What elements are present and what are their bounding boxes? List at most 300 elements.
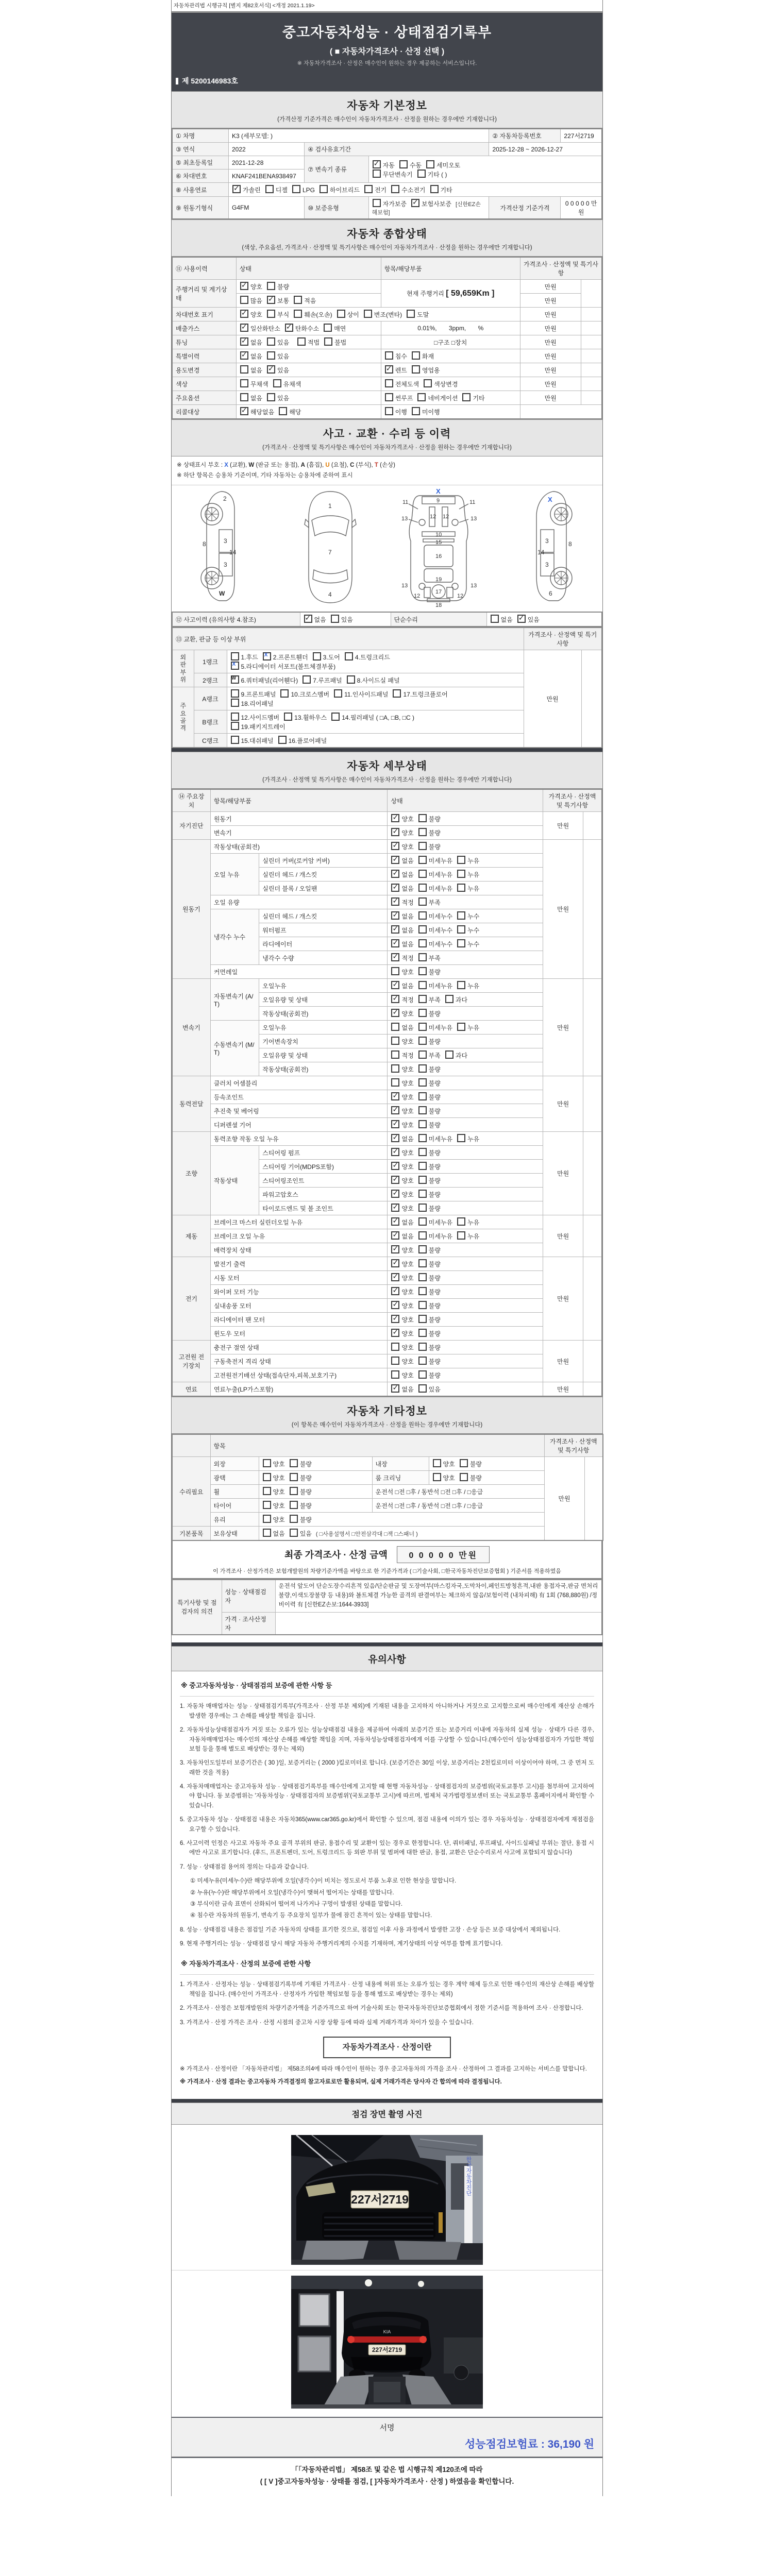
table-row [172, 1457, 603, 1471]
checkbox[interactable] [418, 1357, 427, 1365]
checkbox[interactable] [391, 1343, 399, 1351]
checkbox[interactable] [267, 351, 275, 360]
checkbox[interactable] [433, 1473, 441, 1481]
checkbox[interactable] [418, 981, 427, 989]
accident-history-table [172, 612, 602, 627]
checkbox-label: 양호 [401, 1330, 414, 1338]
checkbox-group-cell [388, 951, 543, 965]
checkbox-label: 불량 [428, 1108, 441, 1115]
checkbox[interactable] [345, 652, 353, 660]
cell-text: 작동상태(공회전) [262, 1010, 309, 1018]
checkbox[interactable] [393, 689, 401, 698]
checkbox[interactable] [263, 1529, 271, 1537]
checkbox[interactable] [418, 1217, 427, 1226]
checkbox[interactable] [391, 1037, 399, 1045]
checkbox-label: 양호 [401, 1122, 414, 1129]
checkbox-group-cell [236, 335, 381, 349]
checkbox[interactable] [290, 1501, 298, 1509]
checkbox-label: 양호 [401, 1038, 414, 1046]
checkbox[interactable] [240, 365, 248, 374]
checkbox[interactable] [391, 856, 399, 864]
checkbox[interactable] [457, 1023, 465, 1031]
cell-text: 가격조사 · 산정액 및 특기사항 [528, 631, 597, 648]
notice-sub-item: ④ 침수란 자동차의 원동기, 변속기 등 주요장치 일부가 물에 잠긴 흔적이 있는 상태를 말합니다. [190, 1912, 432, 1919]
checkbox-label: 세미오토 [436, 161, 461, 169]
checkbox[interactable] [303, 675, 311, 684]
cell-text: 용도변경 [176, 366, 200, 374]
checkbox-label: 양호 [401, 969, 414, 976]
legend-code: C [350, 462, 355, 468]
svg-text:3: 3 [545, 537, 549, 545]
checkbox[interactable] [273, 379, 281, 387]
checkbox-label: 5.라디에이터 서포트(볼트체결부품) [241, 663, 336, 671]
checkbox[interactable] [417, 393, 426, 401]
checkbox[interactable] [426, 160, 434, 168]
checkbox[interactable] [334, 689, 342, 698]
checkbox[interactable] [418, 1343, 427, 1351]
table-row [172, 1513, 603, 1527]
confirmation-footer [172, 2457, 602, 2496]
value-cell [381, 321, 520, 335]
checkbox[interactable] [462, 393, 470, 401]
checkbox[interactable] [391, 953, 399, 961]
checkbox[interactable] [347, 675, 355, 684]
checkbox[interactable] [231, 689, 239, 698]
top-view [305, 492, 356, 603]
checkbox[interactable] [418, 856, 427, 864]
checkbox-label: 있음 [341, 616, 353, 624]
checkbox[interactable] [240, 296, 248, 304]
value-cell [210, 1457, 259, 1471]
svg-text:16: 16 [435, 553, 442, 560]
checkbox[interactable] [418, 1273, 427, 1281]
checkbox[interactable] [391, 1259, 399, 1267]
checkbox[interactable] [457, 1231, 465, 1240]
checkbox[interactable] [364, 310, 372, 318]
checkbox[interactable] [391, 1162, 399, 1170]
checkbox[interactable] [418, 897, 427, 906]
value-cell [210, 1327, 388, 1341]
checkbox[interactable] [391, 814, 399, 822]
checkbox[interactable] [418, 1301, 427, 1309]
checkbox[interactable] [391, 967, 399, 975]
checkbox[interactable] [418, 1092, 427, 1100]
checkbox[interactable] [491, 615, 499, 623]
checkbox[interactable] [391, 1245, 399, 1253]
checkbox[interactable] [391, 1370, 399, 1379]
checkbox[interactable] [292, 185, 300, 193]
checkbox[interactable] [517, 615, 526, 623]
checkbox[interactable] [391, 185, 399, 193]
checkbox[interactable] [391, 1357, 399, 1365]
cell-text: 만원 [544, 380, 557, 388]
checkbox[interactable] [418, 1148, 427, 1156]
checkbox[interactable] [418, 1329, 427, 1337]
inspector-opinion-table [172, 1579, 602, 1635]
checkbox[interactable] [240, 310, 248, 318]
checkbox[interactable] [418, 1064, 427, 1073]
notice-item: 8. 성능 · 상태점검 내용은 점검일 기준 자동차의 상태를 표기한 것으로, 점검일 이후 사용 과정에서 발생한 고장 · 손상 등은 보증 대상에서 제외됩니다. [180, 1926, 561, 1933]
checkbox-label: 자동 [382, 161, 395, 169]
checkbox[interactable] [337, 310, 345, 318]
checkbox[interactable] [391, 939, 399, 947]
checkbox[interactable] [391, 1329, 399, 1337]
checkbox-label: 누수 [467, 941, 480, 948]
checkbox[interactable] [385, 365, 393, 374]
value-cell [210, 840, 388, 854]
checkbox[interactable] [265, 185, 274, 193]
checkbox[interactable] [263, 1515, 271, 1523]
checkbox[interactable] [391, 1287, 399, 1295]
checkbox[interactable] [331, 713, 340, 721]
checkbox[interactable] [391, 1176, 399, 1184]
checkbox[interactable] [240, 282, 248, 290]
checkbox[interactable] [385, 393, 393, 401]
cell-text: 충전구 절연 상태 [213, 1344, 259, 1351]
value-cell [543, 1215, 583, 1257]
checkbox[interactable] [391, 842, 399, 850]
cell-text: 제동 [185, 1232, 198, 1240]
checkbox[interactable] [407, 310, 415, 318]
cell-text: 오일 유량 [213, 899, 240, 906]
cell-text: 가격조사 · 산정액 및 특기사항 [523, 261, 598, 277]
checkbox[interactable] [391, 897, 399, 906]
cell-text: ⑬ 교환, 판금 등 이상 부위 [176, 635, 246, 643]
cell-text: 0 0 0 0 0 만원 [565, 200, 597, 216]
checkbox[interactable] [418, 1134, 427, 1142]
checkbox-label: 13.휠하우스 [294, 714, 327, 722]
checkbox[interactable] [263, 1459, 271, 1467]
checkbox-group-cell [259, 1457, 372, 1471]
checkbox-label: 적음 [304, 297, 316, 304]
checkbox[interactable] [391, 981, 399, 989]
label-cell [172, 1527, 210, 1541]
checkbox-label: 양호 [273, 1502, 285, 1510]
checkbox-group-cell [388, 993, 543, 1007]
checkbox[interactable] [391, 1148, 399, 1156]
checkbox[interactable] [418, 814, 427, 822]
checkbox-label: 네비게이션 [428, 395, 458, 402]
table-row [172, 1527, 603, 1541]
checkbox[interactable] [391, 1064, 399, 1073]
table-row [172, 143, 602, 156]
table-row [172, 1132, 602, 1146]
checkbox[interactable] [391, 1092, 399, 1100]
cell-text: 추진축 및 베어링 [213, 1107, 259, 1115]
checkbox[interactable] [331, 615, 339, 623]
checkbox[interactable] [412, 351, 420, 360]
car-damage-diagram [172, 485, 602, 612]
checkbox[interactable] [391, 1106, 399, 1114]
checkbox[interactable] [418, 911, 427, 920]
checkbox[interactable] [457, 911, 465, 920]
value-cell [210, 1527, 259, 1541]
checkbox-label: 불량 [428, 816, 441, 823]
checkbox-label: 없음 [273, 1530, 285, 1538]
checkbox[interactable] [391, 1009, 399, 1017]
checkbox[interactable] [418, 1259, 427, 1267]
checkbox[interactable] [240, 324, 248, 332]
checkbox[interactable] [418, 1176, 427, 1184]
checkbox-label: 불량 [428, 1010, 441, 1018]
checkbox[interactable] [457, 981, 465, 989]
cell-text: 수동변속기 (M/T) [213, 1041, 255, 1057]
checkbox[interactable] [391, 995, 399, 1003]
checkbox[interactable] [418, 1162, 427, 1170]
value-cell [210, 965, 388, 979]
checkbox[interactable] [391, 925, 399, 934]
checkbox[interactable] [263, 1473, 271, 1481]
value-cell [210, 1118, 388, 1132]
checkbox[interactable] [418, 1315, 427, 1323]
checkbox[interactable] [279, 407, 287, 415]
checkbox[interactable] [418, 1106, 427, 1114]
checkbox[interactable] [460, 1459, 468, 1467]
checkbox-label: 양호 [401, 1372, 414, 1380]
checkbox-group-cell [236, 405, 381, 419]
checkbox[interactable] [231, 722, 239, 730]
underbody-view [401, 488, 477, 608]
checkbox-label: 불량 [428, 1038, 441, 1046]
checkbox[interactable] [411, 199, 419, 207]
checkbox[interactable] [284, 713, 292, 721]
checkbox[interactable] [418, 1009, 427, 1017]
checkbox[interactable] [418, 1370, 427, 1379]
checkbox[interactable] [231, 675, 239, 684]
checkbox[interactable] [418, 995, 427, 1003]
checkbox[interactable] [430, 185, 439, 193]
checkbox[interactable] [391, 911, 399, 920]
checkbox-label: 자가보증 [382, 200, 407, 208]
value-cell [229, 129, 489, 143]
checkbox[interactable] [313, 652, 321, 660]
checkbox[interactable] [418, 1078, 427, 1087]
checkbox[interactable] [418, 1023, 427, 1031]
checkbox[interactable] [418, 1204, 427, 1212]
checkbox[interactable] [391, 1023, 399, 1031]
checkbox[interactable] [391, 1078, 399, 1087]
final-price-label: 최종 가격조사 · 산정 금액 [284, 1550, 388, 1561]
checkbox-group-cell [236, 308, 520, 321]
checkbox[interactable] [231, 652, 239, 660]
checkbox[interactable] [294, 296, 302, 304]
checkbox[interactable] [391, 1217, 399, 1226]
checkbox[interactable] [297, 337, 306, 346]
checkbox[interactable] [391, 1315, 399, 1323]
checkbox[interactable] [267, 365, 275, 374]
cell-text: 변속기 [182, 1024, 200, 1031]
checkbox-label: 미세누유 [428, 1219, 453, 1227]
checkbox[interactable] [364, 185, 373, 193]
checkbox[interactable] [418, 967, 427, 975]
checkbox[interactable] [457, 1217, 465, 1226]
checkbox[interactable] [280, 689, 289, 698]
checkbox[interactable] [232, 185, 241, 193]
checkbox[interactable] [418, 1190, 427, 1198]
checkbox[interactable] [457, 870, 465, 878]
checkbox[interactable] [460, 1473, 468, 1481]
checkbox[interactable] [391, 870, 399, 878]
checkbox[interactable] [418, 939, 427, 947]
checkbox[interactable] [418, 1037, 427, 1045]
checkbox[interactable] [457, 1134, 465, 1142]
checkbox[interactable] [418, 870, 427, 878]
checkbox[interactable] [290, 1487, 298, 1495]
checkbox[interactable] [240, 351, 248, 360]
value-cell [520, 405, 602, 419]
checkbox[interactable] [240, 337, 248, 346]
checkbox[interactable] [290, 1529, 298, 1537]
checkbox-label: 불량 [428, 1261, 441, 1268]
checkbox[interactable] [417, 170, 426, 178]
checkbox[interactable] [267, 310, 275, 318]
cell-text: 운전석 앞도어 단순도장수리흔적 있음/단순판금 및 도장여부(마스킹자국,도막차이,페인트방청흔적,내판 용접자국,판금 면처리불량,이색도장불량 등 내용)와 볼트체결 가능한 골격의 판결여부는 체크하지 않음/보험이력 (내차피해) 有 1회 (768,880원) /정비이력 有 [신한EZ손보:1644-3933] [278, 1583, 598, 1608]
checkbox-group-cell [388, 1035, 543, 1048]
checkbox-label: 적정 [401, 955, 414, 962]
checkbox[interactable] [412, 365, 420, 374]
checkbox-label: 18.리어패널 [241, 700, 274, 708]
checkbox[interactable] [457, 925, 465, 934]
checkbox[interactable] [267, 282, 275, 290]
checkbox[interactable] [267, 337, 275, 346]
svg-text:8: 8 [568, 540, 572, 548]
checkbox[interactable] [267, 296, 275, 304]
checkbox[interactable] [418, 925, 427, 934]
checkbox[interactable] [231, 662, 239, 670]
checkbox[interactable] [385, 379, 393, 387]
label-cell [172, 377, 236, 391]
checkbox[interactable] [263, 1487, 271, 1495]
checkbox[interactable] [263, 652, 271, 660]
checkbox[interactable] [290, 1473, 298, 1481]
cell-text: 클러치 어셈블리 [213, 1079, 258, 1087]
cell-text: 룸 크리닝 [375, 1474, 401, 1482]
checkbox[interactable] [457, 884, 465, 892]
checkbox[interactable] [457, 939, 465, 947]
cell-text: 차대번호 표기 [176, 311, 213, 318]
checkbox[interactable] [418, 842, 427, 850]
checkbox[interactable] [418, 953, 427, 961]
checkbox[interactable] [294, 310, 302, 318]
value-cell [489, 143, 602, 156]
checkbox[interactable] [231, 699, 239, 707]
cell-text: 광택 [213, 1474, 226, 1482]
checkbox[interactable] [424, 379, 432, 387]
checkbox[interactable] [418, 1245, 427, 1253]
value-cell [210, 1434, 544, 1457]
table-row [172, 965, 602, 979]
checkbox-label: 6.쿼터패널(리어휀다) [241, 677, 298, 685]
checkbox-label: 불량 [428, 1149, 441, 1157]
checkbox[interactable] [418, 1231, 427, 1240]
checkbox-label: 19.패키지트레이 [241, 723, 285, 731]
checkbox[interactable] [418, 1050, 427, 1059]
checkbox[interactable] [418, 884, 427, 892]
checkbox[interactable] [290, 1515, 298, 1523]
checkbox[interactable] [418, 1287, 427, 1295]
checkbox-label: 미세누유 [428, 885, 453, 893]
svg-text:3: 3 [224, 561, 227, 569]
checkbox[interactable] [373, 160, 381, 168]
checkbox[interactable] [290, 1459, 298, 1467]
checkbox[interactable] [418, 1384, 427, 1393]
checkbox[interactable] [231, 713, 239, 721]
checkbox[interactable] [445, 1050, 453, 1059]
checkbox-label: 불량 [299, 1461, 312, 1468]
checkbox[interactable] [240, 379, 248, 387]
checkbox[interactable] [418, 828, 427, 836]
checkbox-group-cell [236, 349, 381, 363]
checkbox[interactable] [391, 884, 399, 892]
checkbox[interactable] [391, 1301, 399, 1309]
checkbox[interactable] [391, 1204, 399, 1212]
checkbox[interactable] [445, 995, 453, 1003]
checkbox[interactable] [391, 1190, 399, 1198]
checkbox[interactable] [433, 1459, 441, 1467]
svg-text:1: 1 [328, 502, 332, 510]
checkbox[interactable] [240, 393, 248, 401]
spacer [293, 339, 297, 346]
checkbox[interactable] [320, 185, 328, 193]
checkbox[interactable] [240, 407, 248, 415]
checkbox[interactable] [385, 351, 393, 360]
legend-label: (부식), [354, 462, 375, 468]
value-cell [543, 812, 583, 840]
checkbox-label: 무채색 [250, 381, 268, 388]
checkbox[interactable] [391, 828, 399, 836]
checkbox[interactable] [304, 615, 312, 623]
checkbox-group-cell [259, 1513, 544, 1527]
value-cell [584, 1457, 603, 1541]
checkbox[interactable] [391, 1050, 399, 1059]
checkbox-label: 불량 [299, 1516, 312, 1524]
checkbox[interactable] [391, 1384, 399, 1393]
checkbox-label: 있음 [277, 367, 290, 374]
checkbox[interactable] [391, 1134, 399, 1142]
checkbox-group-cell [227, 710, 524, 734]
cell-text: 자기진단 [179, 822, 204, 830]
checkbox[interactable] [231, 736, 239, 744]
checkbox[interactable] [412, 407, 420, 415]
section-divider [172, 1642, 602, 1646]
checkbox[interactable] [391, 1120, 399, 1128]
checkbox[interactable] [373, 170, 381, 178]
checkbox[interactable] [373, 199, 381, 207]
checkbox-group-cell [388, 868, 543, 882]
svg-text:12: 12 [443, 514, 449, 520]
checkbox[interactable] [267, 393, 275, 401]
checkbox[interactable] [263, 1501, 271, 1509]
cell-text: ⑩ 보증유형 [308, 204, 339, 212]
checkbox[interactable] [391, 1273, 399, 1281]
checkbox[interactable] [278, 736, 287, 744]
checkbox[interactable] [418, 1120, 427, 1128]
checkbox[interactable] [324, 324, 332, 332]
checkbox[interactable] [385, 407, 393, 415]
photo-front-view [291, 2135, 483, 2265]
checkbox-group-cell [381, 405, 520, 419]
value-cell [520, 257, 602, 280]
checkbox-group-cell [388, 854, 543, 868]
checkbox[interactable] [399, 160, 408, 168]
checkbox[interactable] [324, 337, 332, 346]
checkbox[interactable] [457, 856, 465, 864]
checkbox-group-cell [259, 1499, 372, 1513]
checkbox[interactable] [285, 324, 293, 332]
table-row [172, 129, 602, 143]
checkbox-label: 양호 [401, 1094, 414, 1101]
checkbox[interactable] [391, 1231, 399, 1240]
